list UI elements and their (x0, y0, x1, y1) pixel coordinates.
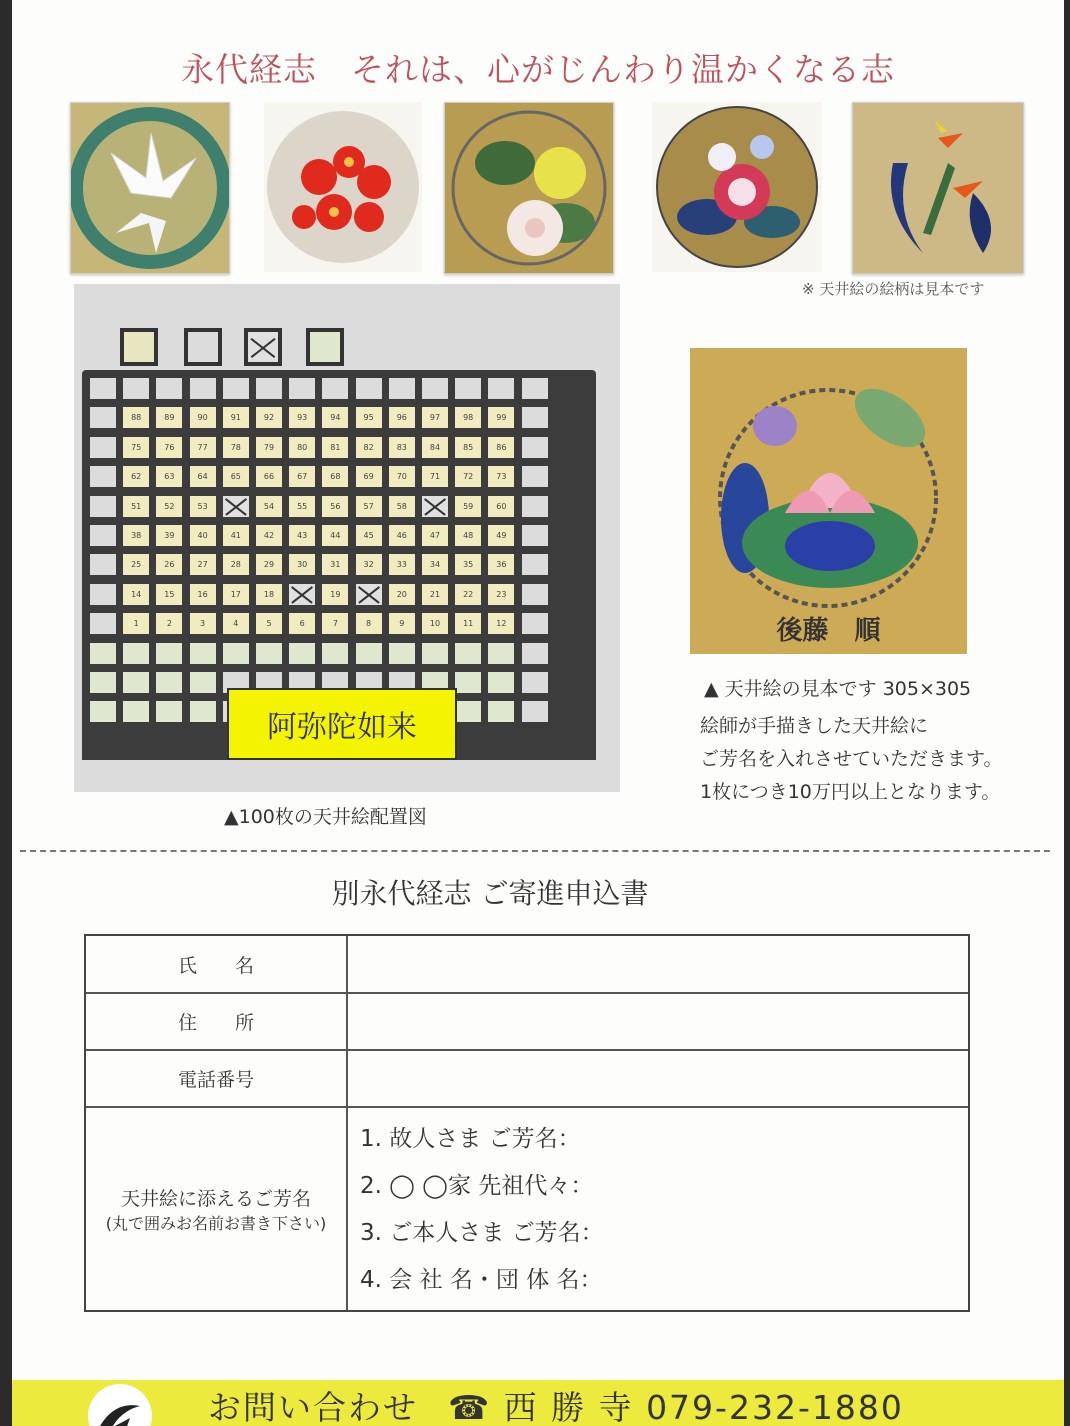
grid-numbered-cell: 32 (356, 554, 382, 575)
grid-numbered-cell: 59 (455, 496, 481, 517)
grid-numbered-cell: 54 (256, 496, 282, 517)
grid-numbered-cell: 97 (422, 407, 448, 428)
sample-desc-line: 1枚につき10万円以上となります。 (700, 781, 1001, 803)
grid-blank-cell (90, 496, 116, 517)
grid-blank-cell (90, 378, 116, 399)
grid-numbered-cell: 62 (123, 466, 149, 487)
grid-numbered-cell: 89 (156, 407, 182, 428)
lotus-sample-painting (690, 348, 967, 654)
grid-numbered-cell: 93 (289, 407, 315, 428)
grid-numbered-cell: 41 (223, 525, 249, 546)
grid-numbered-cell: 49 (488, 525, 514, 546)
grid-numbered-cell: 79 (256, 437, 282, 458)
grid-numbered-cell: 3 (190, 613, 216, 634)
grid-numbered-cell: 88 (123, 407, 149, 428)
grid-green-cell (123, 701, 149, 722)
form-row-ceiling-name[interactable] (86, 1108, 968, 1310)
grid-numbered-cell: 85 (455, 437, 481, 458)
grid-blank-cell (522, 525, 548, 546)
grid-numbered-cell: 71 (422, 466, 448, 487)
grid-blank-cell (90, 525, 116, 546)
form-row-phone[interactable] (86, 1051, 968, 1108)
brochure-page (12, 0, 1064, 1426)
chrysanthemum-painting-icon (444, 102, 614, 274)
form-row-address[interactable] (86, 994, 968, 1051)
grid-numbered-cell: 21 (422, 584, 448, 605)
grid-green-cell (455, 701, 481, 722)
grid-green-cell (488, 701, 514, 722)
grid-numbered-cell: 53 (190, 496, 216, 517)
application-form (84, 934, 970, 1312)
grid-green-cell (223, 643, 249, 664)
thumbnail-note: ※ 天井絵の絵柄は見本です (802, 280, 985, 298)
grid-numbered-cell: 66 (256, 466, 282, 487)
grid-numbered-cell: 64 (190, 466, 216, 487)
cut-line (20, 850, 1050, 852)
contact-label: お問い合わせ (208, 1388, 418, 1426)
grid-blank-cell (522, 672, 548, 693)
grid-blank-cell (322, 378, 348, 399)
grid-numbered-cell: 57 (356, 496, 382, 517)
name-option[interactable]: 4. 会 社 名・団 体 名： (360, 1267, 603, 1293)
name-option[interactable]: 1. 故人さま ご芳名： (360, 1126, 581, 1152)
name-options (360, 1116, 604, 1304)
grid-numbered-cell: 38 (123, 525, 149, 546)
grid-blank-cell (356, 378, 382, 399)
bird-of-paradise-painting-icon (852, 102, 1024, 274)
grid-numbered-cell: 28 (223, 554, 249, 575)
grid-blank-cell (90, 466, 116, 487)
form-label: 電話番号 (86, 1051, 348, 1106)
grid-green-cell (289, 643, 315, 664)
grid-numbered-cell: 51 (123, 496, 149, 517)
grid-green-cell (123, 643, 149, 664)
temple-phone[interactable]: ☎ 西 勝 寺 079-232-1880 (448, 1388, 904, 1426)
grid-green-cell (190, 701, 216, 722)
sample-description (700, 710, 1040, 809)
grid-blank-cell (522, 496, 548, 517)
grid-green-cell (455, 643, 481, 664)
grid-numbered-cell: 95 (356, 407, 382, 428)
grid-blank-cell (156, 378, 182, 399)
grid-numbered-cell: 63 (156, 466, 182, 487)
legend-available-box (120, 328, 158, 366)
grid-numbered-cell: 36 (488, 554, 514, 575)
grid-numbered-cell: 23 (488, 584, 514, 605)
grid-blank-cell (90, 613, 116, 634)
grid-numbered-cell: 33 (389, 554, 415, 575)
grid-blank-cell (522, 407, 548, 428)
grid-numbered-cell: 17 (223, 584, 249, 605)
grid-numbered-cell: 90 (190, 407, 216, 428)
grid-numbered-cell: 11 (455, 613, 481, 634)
name-row-sublabel: (丸で囲みお名前お書き下さい) (105, 1214, 327, 1233)
grid-numbered-cell: 72 (455, 466, 481, 487)
form-row-name[interactable] (86, 936, 968, 994)
grid-numbered-cell: 44 (322, 525, 348, 546)
grid-numbered-cell: 29 (256, 554, 282, 575)
grid-numbered-cell: 25 (123, 554, 149, 575)
grid-blank-cell (522, 466, 548, 487)
grid-numbered-cell: 92 (256, 407, 282, 428)
grid-blank-cell (90, 407, 116, 428)
grid-numbered-cell: 39 (156, 525, 182, 546)
grid-green-cell (190, 672, 216, 693)
grid-numbered-cell: 48 (455, 525, 481, 546)
grid-numbered-cell: 78 (223, 437, 249, 458)
grid-green-cell (322, 643, 348, 664)
grid-numbered-cell: 84 (422, 437, 448, 458)
grid-numbered-cell: 58 (389, 496, 415, 517)
grid-unavailable-cell (289, 584, 315, 605)
grid-blank-cell (90, 554, 116, 575)
grid-blank-cell (256, 378, 282, 399)
grid-green-cell (90, 643, 116, 664)
grid-green-cell (422, 643, 448, 664)
grid-unavailable-cell (422, 496, 448, 517)
grid-numbered-cell: 45 (356, 525, 382, 546)
grid-green-cell (123, 672, 149, 693)
grid-numbered-cell: 82 (356, 437, 382, 458)
grid-numbered-cell: 75 (123, 437, 149, 458)
form-label (86, 1108, 348, 1310)
grid-numbered-cell: 2 (156, 613, 182, 634)
grid-green-cell (156, 672, 182, 693)
grid-numbered-cell: 70 (389, 466, 415, 487)
grid-numbered-cell: 4 (223, 613, 249, 634)
footer-bar (12, 1380, 1064, 1426)
grid-numbered-cell: 42 (256, 525, 282, 546)
grid-blank-cell (422, 378, 448, 399)
form-label: 氏 名 (86, 936, 348, 992)
grid-numbered-cell: 80 (289, 437, 315, 458)
grid-numbered-cell: 40 (190, 525, 216, 546)
grid-numbered-cell: 7 (322, 613, 348, 634)
grid-numbered-cell: 67 (289, 466, 315, 487)
form-title: 別永代経志 ご寄進申込書 (331, 877, 649, 910)
grid-blank-cell (522, 643, 548, 664)
grid-numbered-cell: 73 (488, 466, 514, 487)
grid-blank-cell (522, 584, 548, 605)
grid-numbered-cell: 19 (322, 584, 348, 605)
grid-blank-cell (223, 378, 249, 399)
name-option[interactable]: 2. ◯ ◯家 先祖代々： (360, 1173, 594, 1199)
grid-green-cell (488, 643, 514, 664)
grid-numbered-cell: 26 (156, 554, 182, 575)
form-label: 住 所 (86, 994, 348, 1049)
grid-green-cell (156, 701, 182, 722)
grid-green-cell (488, 672, 514, 693)
grid-numbered-cell: 98 (455, 407, 481, 428)
grid-numbered-cell: 56 (322, 496, 348, 517)
grid-numbered-cell: 69 (356, 466, 382, 487)
grid-numbered-cell: 35 (455, 554, 481, 575)
temple-logo-icon (88, 1384, 152, 1426)
grid-numbered-cell: 68 (322, 466, 348, 487)
lily-painting-icon (70, 102, 230, 274)
grid-blank-cell (522, 437, 548, 458)
grid-blank-cell (90, 437, 116, 458)
grid-numbered-cell: 99 (488, 407, 514, 428)
red-camellia-painting-icon (264, 102, 422, 272)
grid-numbered-cell: 10 (422, 613, 448, 634)
grid-numbered-cell: 96 (389, 407, 415, 428)
grid-green-cell (256, 643, 282, 664)
grid-numbered-cell: 15 (156, 584, 182, 605)
grid-numbered-cell: 31 (322, 554, 348, 575)
sample-name: 後藤 順 (776, 616, 881, 646)
grid-numbered-cell: 27 (190, 554, 216, 575)
grid-numbered-cell: 52 (156, 496, 182, 517)
grid-blank-cell (190, 378, 216, 399)
grid-numbered-cell: 60 (488, 496, 514, 517)
layout-caption: ▲100枚の天井絵配置図 (224, 806, 427, 828)
grid-green-cell (389, 643, 415, 664)
grid-unavailable-cell (223, 496, 249, 517)
grid-numbered-cell: 43 (289, 525, 315, 546)
name-row-label: 天井絵に添えるご芳名 (120, 1188, 311, 1210)
grid-numbered-cell: 47 (422, 525, 448, 546)
name-option[interactable]: 3. ご本人さま ご芳名： (360, 1220, 604, 1246)
amida-nyorai-label: 阿弥陀如来 (227, 688, 457, 760)
grid-numbered-cell: 65 (223, 466, 249, 487)
grid-numbered-cell: 91 (223, 407, 249, 428)
grid-green-cell (356, 643, 382, 664)
grid-numbered-cell: 6 (289, 613, 315, 634)
grid-numbered-cell: 9 (389, 613, 415, 634)
sample-desc-line: 絵師が手描きした天井絵に (700, 715, 929, 737)
grid-numbered-cell: 34 (422, 554, 448, 575)
grid-blank-cell (522, 554, 548, 575)
grid-numbered-cell: 14 (123, 584, 149, 605)
grid-numbered-cell: 77 (190, 437, 216, 458)
grid-numbered-cell: 12 (488, 613, 514, 634)
sample-caption: ▲ 天井絵の見本です 305×305 (704, 678, 972, 700)
peony-painting-icon (652, 102, 822, 272)
grid-numbered-cell: 94 (322, 407, 348, 428)
grid-numbered-cell: 46 (389, 525, 415, 546)
grid-numbered-cell: 5 (256, 613, 282, 634)
grid-green-cell (90, 701, 116, 722)
grid-numbered-cell: 83 (389, 437, 415, 458)
grid-unavailable-cell (356, 584, 382, 605)
grid-blank-cell (522, 701, 548, 722)
ceiling-layout-diagram (74, 284, 620, 792)
headline: 永代経志 それは、心がじんわり温かくなる志 (181, 50, 895, 89)
grid-numbered-cell: 16 (190, 584, 216, 605)
sample-desc-line: ご芳名を入れさせていただきます。 (700, 748, 1003, 770)
grid-numbered-cell: 86 (488, 437, 514, 458)
grid-blank-cell (522, 378, 548, 399)
grid-blank-cell (522, 613, 548, 634)
grid-green-cell (190, 643, 216, 664)
grid-numbered-cell: 30 (289, 554, 315, 575)
legend-gray-box (184, 328, 222, 366)
grid-green-cell (90, 672, 116, 693)
grid-numbered-cell: 81 (322, 437, 348, 458)
grid-blank-cell (90, 584, 116, 605)
grid-numbered-cell: 20 (389, 584, 415, 605)
legend-green-box (306, 328, 344, 366)
grid-numbered-cell: 55 (289, 496, 315, 517)
grid-numbered-cell: 18 (256, 584, 282, 605)
grid-blank-cell (389, 378, 415, 399)
grid-numbered-cell: 76 (156, 437, 182, 458)
grid-blank-cell (123, 378, 149, 399)
grid-blank-cell (488, 378, 514, 399)
contact-info (208, 1382, 904, 1426)
legend-unavailable-box (244, 328, 282, 366)
grid-numbered-cell: 8 (356, 613, 382, 634)
grid-green-cell (156, 643, 182, 664)
grid-numbered-cell: 1 (123, 613, 149, 634)
grid-numbered-cell: 22 (455, 584, 481, 605)
grid-blank-cell (289, 378, 315, 399)
grid-green-cell (455, 672, 481, 693)
grid-blank-cell (455, 378, 481, 399)
